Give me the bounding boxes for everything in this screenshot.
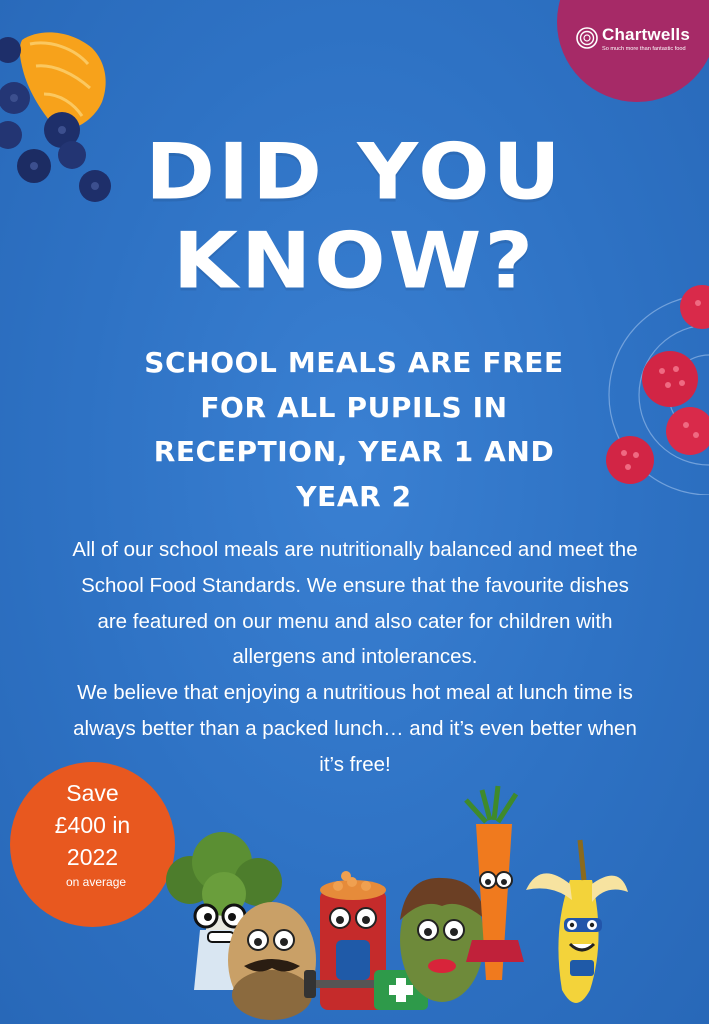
food-characters <box>160 780 630 1024</box>
brand-name: Chartwells <box>602 25 690 44</box>
headline-line-2: KNOW? <box>172 215 537 307</box>
banana-character-icon <box>526 840 628 1003</box>
subheadline-line: YEAR 2 <box>296 479 412 513</box>
save-badge-note: on average <box>66 875 127 889</box>
body-text <box>70 532 640 783</box>
subheadline <box>84 341 624 519</box>
body-paragraph-2: We believe that enjoying a nutritious hot meal at lunch time is always better than a packed lunch… and it’s even better when it’s free! <box>73 681 637 776</box>
save-badge-line-3: 2022 <box>66 844 119 870</box>
save-badge-line-1: Save <box>66 780 119 806</box>
brand-tagline: So much more than fantastic food <box>602 46 686 52</box>
body-paragraph-1: All of our school meals are nutritionally balanced and meet the School Food Standards. We ensure that the favourite dishes are featured on our menu and also cater for children with allergens and intolerances. <box>72 538 638 669</box>
save-badge-line-2: £400 in <box>54 812 131 838</box>
potato-character-icon <box>228 902 316 1020</box>
subheadline-line: SCHOOL MEALS ARE FREE <box>144 346 564 379</box>
kiwi-character-icon <box>400 878 486 1002</box>
brand-logo[interactable] <box>576 25 706 59</box>
chartwells-swirl-logo-icon <box>576 27 598 49</box>
save-badge <box>10 762 175 927</box>
subheadline-line: RECEPTION, YEAR 1 AND <box>153 435 555 468</box>
headline-line-1: DID YOU <box>145 126 564 218</box>
subheadline-line: FOR ALL PUPILS IN <box>200 390 508 424</box>
carrot-character-icon <box>466 786 524 980</box>
